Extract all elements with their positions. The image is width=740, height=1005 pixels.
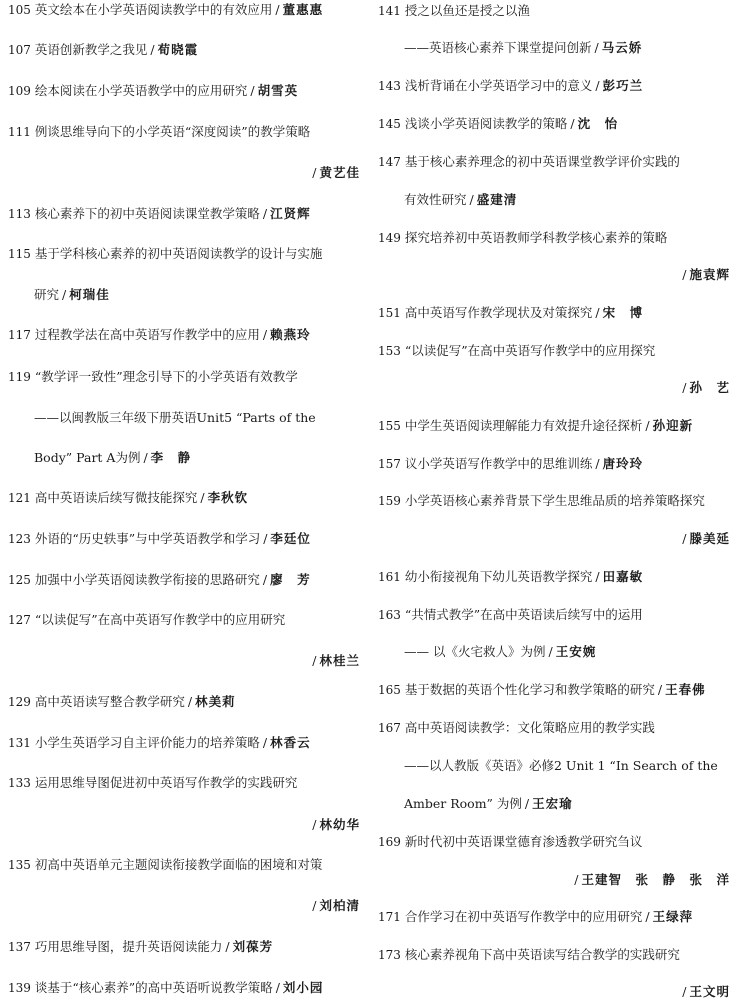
page-number: 127	[8, 613, 31, 627]
toc-entry[interactable]	[8, 124, 360, 140]
entry-author: 黄艺佳	[319, 165, 360, 180]
toc-entry[interactable]: 143 浅析背诵在小学英语学习中的意义 / 彭巧兰	[378, 78, 644, 93]
page-number: 163	[378, 608, 401, 622]
toc-entry[interactable]	[378, 493, 730, 509]
entry-title: 幼小衔接视角下幼儿英语教学探究	[404, 569, 593, 584]
page-number: 157	[378, 457, 401, 471]
toc-entry[interactable]: 139 谈基于“核心素养”的高中英语听说教学策略 / 刘小园	[8, 980, 324, 995]
toc-entry[interactable]: 117 过程教学法在高中英语写作教学中的应用 / 赖燕玲	[8, 327, 311, 342]
page-number: 105	[8, 3, 31, 17]
toc-entry[interactable]: 109 绘本阅读在小学英语教学中的应用研究 / 胡雪英	[8, 83, 299, 98]
entry-title: 英文绘本在小学英语阅读教学中的有效应用	[34, 2, 273, 17]
entry-title: 探究培养初中英语教师学科教学核心素养的策略	[404, 230, 668, 245]
entry-author: 王建智 张 静 张 洋	[581, 872, 730, 887]
page-number: 141	[378, 4, 401, 18]
entry-title: “以读促写”在高中英语写作教学中的应用探究	[404, 343, 656, 358]
toc-entry[interactable]	[378, 607, 730, 623]
toc-entry[interactable]	[378, 834, 730, 850]
entry-title: 巧用思维导图，提升英语阅读能力	[34, 939, 223, 954]
entry-title: 运用思维导图促进初中英语写作教学的实践研究	[34, 775, 298, 790]
entry-title: “教学评一致性”理念引导下的小学英语有效教学	[34, 369, 298, 384]
page-number: 107	[8, 43, 31, 57]
page-number: 131	[8, 736, 31, 750]
entry-title: 高中英语阅读教学：文化策略应用的教学实践	[404, 720, 655, 735]
entry-title: 英语创新教学之我见	[34, 42, 148, 57]
entry-author: 刘葆芳	[232, 939, 274, 954]
entry-author: 赖燕玲	[270, 327, 311, 342]
toc-entry[interactable]	[378, 947, 730, 963]
page-number: 145	[378, 117, 401, 131]
entry-title: 过程教学法在高中英语写作教学中的应用	[34, 327, 260, 342]
toc-entry-author-line: / 滕美延	[682, 531, 730, 546]
entry-title: 小学生英语学习自主评价能力的培养策略	[34, 735, 260, 750]
toc-entry[interactable]	[378, 720, 730, 736]
entry-author: 江贤辉	[270, 206, 311, 221]
entry-subtitle: —— 以《火宅救人》为例	[404, 644, 546, 659]
entry-title: 初高中英语单元主题阅读衔接教学面临的困境和对策	[34, 857, 323, 872]
entry-title: 合作学习在初中英语写作教学中的应用研究	[404, 909, 643, 924]
entry-title: 高中英语写作教学现状及对策探究	[404, 305, 593, 320]
entry-author: 宋 博	[602, 305, 644, 320]
entry-author: 刘柏清	[319, 898, 360, 913]
entry-author: 董惠惠	[282, 2, 324, 17]
page-number: 115	[8, 247, 31, 261]
toc-entry[interactable]: 137 巧用思维导图，提升英语阅读能力 / 刘葆芳	[8, 939, 274, 954]
toc-entry-continuation: Body” Part A为例 / 李 静	[34, 450, 192, 465]
entry-author: 柯瑞佳	[69, 287, 110, 302]
toc-entry-author-line: / 王文明	[682, 984, 730, 999]
page-number: 139	[8, 981, 31, 995]
entry-author: 田嘉敏	[602, 569, 644, 584]
entry-title: 授之以鱼还是授之以渔	[404, 3, 530, 18]
page-number: 121	[8, 491, 31, 505]
page-number: 151	[378, 306, 401, 320]
toc-entry-author-line: / 孙 艺	[682, 380, 730, 395]
page-number: 171	[378, 910, 401, 924]
toc-entry-continuation	[8, 410, 386, 426]
toc-entry-continuation: ——英语核心素养下课堂提问创新 / 马云娇	[404, 40, 643, 55]
entry-title: 小学英语核心素养背景下学生思维品质的培养策略探究	[404, 493, 705, 508]
page-number: 113	[8, 207, 31, 221]
toc-entry[interactable]	[8, 369, 360, 385]
page-number: 117	[8, 328, 31, 342]
toc-entry-continuation: 有效性研究 / 盛建清	[404, 192, 518, 207]
entry-title: 核心素养下的初中英语阅读课堂教学策略	[34, 206, 260, 221]
entry-title: 议小学英语写作教学中的思维训练	[404, 456, 593, 471]
toc-entry-continuation: 研究 / 柯瑞佳	[34, 287, 110, 302]
entry-author: 孙迎新	[652, 418, 694, 433]
toc-entry-author-line: / 黄艺佳	[312, 165, 360, 180]
entry-subtitle: ——以人教版《英语》必修2 Unit 1 “In Search of the	[404, 758, 718, 773]
page-number: 125	[8, 573, 31, 587]
page-number: 173	[378, 948, 401, 962]
toc-entry[interactable]: 107 英语创新教学之我见 / 荀晓霞	[8, 42, 199, 57]
page-number: 135	[8, 858, 31, 872]
toc-entry[interactable]: 171 合作学习在初中英语写作教学中的应用研究 / 王绿萍	[378, 909, 694, 924]
entry-author: 王绿萍	[652, 909, 694, 924]
entry-author: 林桂兰	[319, 653, 360, 668]
entry-title: “共情式教学”在高中英语读后续写中的运用	[404, 607, 643, 622]
page-number: 123	[8, 532, 31, 546]
toc-entry[interactable]: 161 幼小衔接视角下幼儿英语教学探究 / 田嘉敏	[378, 569, 644, 584]
entry-title: 基于学科核心素养的初中英语阅读教学的设计与实施	[34, 246, 323, 261]
toc-entry-author-line: / 林幼华	[312, 817, 360, 832]
page-number: 167	[378, 721, 401, 735]
page-number: 159	[378, 494, 401, 508]
entry-author: 李 静	[150, 450, 192, 465]
entry-title: 基于数据的英语个性化学习和教学策略的研究	[404, 682, 655, 697]
entry-author: 沈 怡	[577, 116, 619, 131]
entry-title: 核心素养视角下高中英语读写结合教学的实践研究	[404, 947, 680, 962]
page-number: 129	[8, 695, 31, 709]
toc-entry[interactable]	[378, 230, 730, 246]
toc-entry-continuation: Amber Room” 为例 / 王宏瑜	[404, 796, 573, 811]
entry-author: 李秋钦	[207, 490, 249, 505]
toc-entry[interactable]	[378, 154, 730, 170]
toc-entry[interactable]	[8, 775, 360, 791]
toc-entry[interactable]	[378, 343, 730, 359]
entry-author: 施袁辉	[689, 267, 730, 282]
entry-title: 中学生英语阅读理解能力有效提升途径探析	[404, 418, 643, 433]
toc-entry[interactable]: 129 高中英语读写整合教学研究 / 林美莉	[8, 694, 236, 709]
toc-entry[interactable]: 105 英文绘本在小学英语阅读教学中的有效应用 / 董惠惠	[8, 2, 324, 17]
entry-subtitle-cont: Body” Part A为例	[34, 450, 141, 465]
page-number: 155	[378, 419, 401, 433]
entry-author: 孙 艺	[689, 380, 730, 395]
entry-author: 王春佛	[665, 682, 706, 697]
entry-author: 王安婉	[555, 644, 597, 659]
toc-entry-continuation: —— 以《火宅救人》为例 / 王安婉	[404, 644, 597, 659]
entry-author: 彭巧兰	[602, 78, 644, 93]
toc-entry[interactable]: 157 议小学英语写作教学中的思维训练 / 唐玲玲	[378, 456, 644, 471]
entry-title: 新时代初中英语课堂德育渗透教学研究刍议	[404, 834, 643, 849]
entry-subtitle: ——以闽教版三年级下册英语Unit5 “Parts of the	[34, 410, 316, 425]
entry-title: 绘本阅读在小学英语教学中的应用研究	[34, 83, 248, 98]
entry-title: 基于核心素养理念的初中英语课堂教学评价实践的	[404, 154, 680, 169]
entry-author: 林香云	[270, 735, 311, 750]
entry-title: 加强中小学英语阅读教学衔接的思路研究	[34, 572, 260, 587]
page-number: 109	[8, 84, 31, 98]
entry-title: 高中英语读后续写微技能探究	[34, 490, 198, 505]
entry-author: 胡雪英	[257, 83, 299, 98]
entry-title: 外语的“历史轶事”与中学英语教学和学习	[34, 531, 261, 546]
entry-title-cont: 有效性研究	[404, 192, 467, 207]
entry-author: 滕美延	[689, 531, 730, 546]
toc-entry[interactable]: 123 外语的“历史轶事”与中学英语教学和学习 / 李廷位	[8, 531, 311, 546]
entry-author: 马云娇	[601, 40, 643, 55]
entry-author: 廖 芳	[270, 572, 311, 587]
entry-subtitle: ——英语核心素养下课堂提问创新	[404, 40, 592, 55]
toc-entry[interactable]: 125 加强中小学英语阅读教学衔接的思路研究 / 廖 芳	[8, 572, 311, 587]
entry-author: 林美莉	[195, 694, 236, 709]
entry-title: 浅谈小学英语阅读教学的策略	[404, 116, 568, 131]
entry-author: 唐玲玲	[602, 456, 644, 471]
entry-author: 盛建清	[476, 192, 518, 207]
entry-author: 王宏瑜	[532, 796, 573, 811]
entry-title: 谈基于“核心素养”的高中英语听说教学策略	[34, 980, 273, 995]
toc-entry-author-line: / 王建智 张 静 张 洋	[574, 872, 730, 887]
toc-entry[interactable]: 151 高中英语写作教学现状及对策探究 / 宋 博	[378, 305, 644, 320]
page-number: 153	[378, 344, 401, 358]
toc-entry-continuation	[378, 758, 740, 774]
page-number: 161	[378, 570, 401, 584]
toc-entry[interactable]: 145 浅谈小学英语阅读教学的策略 / 沈 怡	[378, 116, 619, 131]
entry-subtitle-cont: Amber Room” 为例	[404, 796, 522, 811]
entry-author: 李廷位	[270, 531, 311, 546]
entry-title-cont: 研究	[34, 287, 60, 302]
entry-title: 浅析背诵在小学英语学习中的意义	[404, 78, 593, 93]
entry-author: 林幼华	[319, 817, 360, 832]
page-number: 147	[378, 155, 401, 169]
entry-title: “以读促写”在高中英语写作教学中的应用研究	[34, 612, 286, 627]
toc-entry[interactable]: 121 高中英语读后续写微技能探究 / 李秋钦	[8, 490, 249, 505]
toc-entry[interactable]: 155 中学生英语阅读理解能力有效提升途径探析 / 孙迎新	[378, 418, 694, 433]
toc-entry[interactable]: 131 小学生英语学习自主评价能力的培养策略 / 林香云	[8, 735, 311, 750]
toc-entry[interactable]	[8, 857, 360, 873]
toc-entry-author-line: / 刘柏清	[312, 898, 360, 913]
toc-entry-author-line: / 林桂兰	[312, 653, 360, 668]
page-number: 137	[8, 940, 31, 954]
page-number: 149	[378, 231, 401, 245]
toc-entry[interactable]	[378, 3, 730, 19]
toc-entry[interactable]	[8, 246, 360, 262]
entry-title: 例谈思维导向下的小学英语“深度阅读”的教学策略	[34, 124, 311, 139]
page-number: 119	[8, 370, 31, 384]
entry-title: 高中英语读写整合教学研究	[34, 694, 185, 709]
toc-entry[interactable]	[8, 612, 360, 628]
page-number: 165	[378, 683, 401, 697]
page-number: 169	[378, 835, 401, 849]
toc-entry[interactable]: 113 核心素养下的初中英语阅读课堂教学策略 / 江贤辉	[8, 206, 311, 221]
toc-entry-author-line: / 施袁辉	[682, 267, 730, 282]
entry-author: 刘小园	[282, 980, 324, 995]
toc-entry[interactable]: 165 基于数据的英语个性化学习和教学策略的研究 / 王春佛	[378, 682, 706, 697]
page-number: 133	[8, 776, 31, 790]
page-number: 111	[8, 125, 31, 139]
entry-author: 王文明	[689, 984, 730, 999]
page-number: 143	[378, 79, 401, 93]
entry-author: 荀晓霞	[157, 42, 199, 57]
